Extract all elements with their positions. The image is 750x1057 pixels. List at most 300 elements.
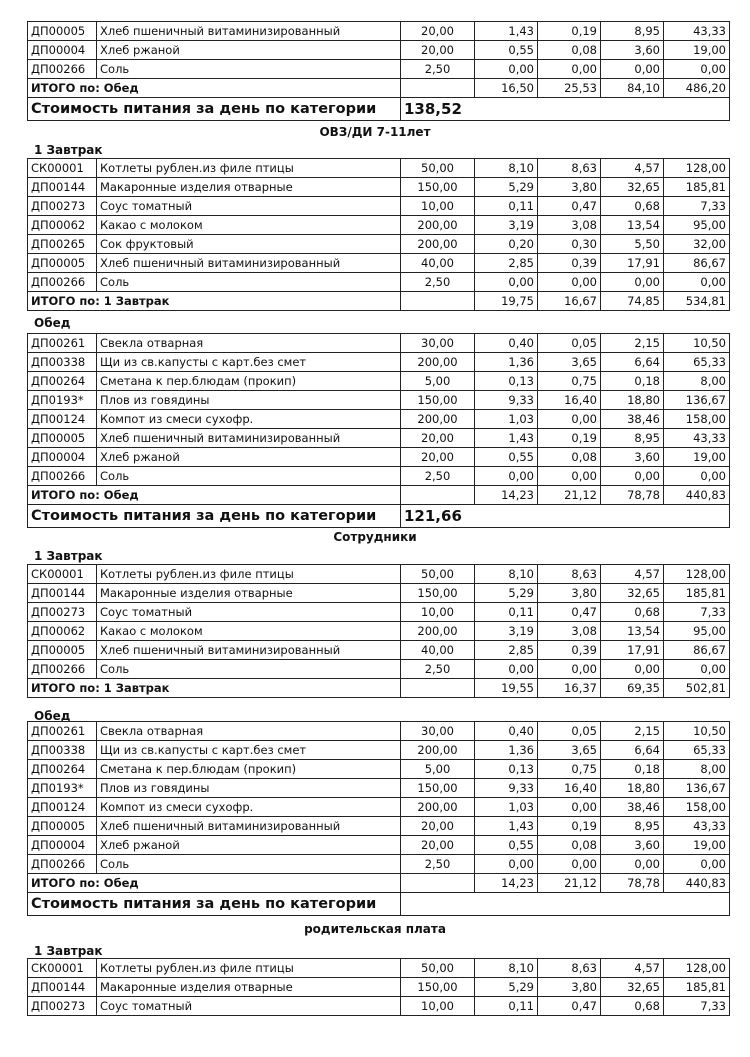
cell-carbs: 38,46 <box>601 410 664 429</box>
cell-fat: 0,19 <box>538 429 601 448</box>
cell-code: ДП00124 <box>28 798 97 817</box>
cell-code: ДП00273 <box>28 603 97 622</box>
cell-code: ДП00338 <box>28 741 97 760</box>
table-row <box>28 622 730 641</box>
cell-weight: 10,00 <box>401 197 475 216</box>
cell-code: ДП0193* <box>28 391 97 410</box>
total-weight-empty <box>401 679 475 698</box>
cell-fat: 0,00 <box>538 410 601 429</box>
cell-weight: 2,50 <box>401 855 475 874</box>
cell-fat: 0,19 <box>538 22 601 41</box>
cell-fat: 3,80 <box>538 584 601 603</box>
cell-fat: 3,80 <box>538 978 601 997</box>
total-carbs: 69,35 <box>601 679 664 698</box>
table-row <box>28 603 730 622</box>
cell-carbs: 3,60 <box>601 836 664 855</box>
total-protein: 14,23 <box>475 874 538 893</box>
cell-weight: 5,00 <box>401 760 475 779</box>
cell-name: Макаронные изделия отварные <box>97 978 401 997</box>
total-carbs: 78,78 <box>601 486 664 505</box>
cell-carbs: 13,54 <box>601 216 664 235</box>
cell-kcal: 185,81 <box>664 178 730 197</box>
cell-name: Сметана к пер.блюдам (прокип) <box>97 372 401 391</box>
cell-code: ДП00005 <box>28 817 97 836</box>
total-protein: 14,23 <box>475 486 538 505</box>
cell-protein: 1,43 <box>475 429 538 448</box>
cell-name: Соль <box>97 273 401 292</box>
cell-kcal: 65,33 <box>664 741 730 760</box>
cell-fat: 0,00 <box>538 798 601 817</box>
table-row <box>28 178 730 197</box>
cell-fat: 3,65 <box>538 353 601 372</box>
cell-weight: 200,00 <box>401 798 475 817</box>
total-protein: 16,50 <box>475 79 538 98</box>
cell-weight: 2,50 <box>401 60 475 79</box>
cell-weight: 40,00 <box>401 641 475 660</box>
cell-protein: 3,19 <box>475 216 538 235</box>
cell-kcal: 7,33 <box>664 997 730 1016</box>
cell-fat: 0,00 <box>538 660 601 679</box>
cell-protein: 8,10 <box>475 959 538 978</box>
cell-code: ДП00266 <box>28 60 97 79</box>
cell-protein: 0,11 <box>475 197 538 216</box>
cell-protein: 0,40 <box>475 334 538 353</box>
meal-heading: 1 Завтрак <box>34 143 103 157</box>
meal-heading: 1 Завтрак <box>34 944 103 958</box>
cell-protein: 1,36 <box>475 353 538 372</box>
cell-kcal: 7,33 <box>664 197 730 216</box>
total-kcal: 440,83 <box>664 486 730 505</box>
cell-protein: 0,00 <box>475 660 538 679</box>
cell-carbs: 32,65 <box>601 584 664 603</box>
cell-carbs: 2,15 <box>601 722 664 741</box>
cell-protein: 1,43 <box>475 22 538 41</box>
cell-name: Соус томатный <box>97 997 401 1016</box>
cell-kcal: 32,00 <box>664 235 730 254</box>
cell-fat: 0,08 <box>538 448 601 467</box>
table-row <box>28 159 730 178</box>
table-row <box>28 855 730 874</box>
cell-carbs: 0,00 <box>601 855 664 874</box>
cell-weight: 200,00 <box>401 622 475 641</box>
cell-name: Соль <box>97 60 401 79</box>
total-row <box>28 679 730 698</box>
cell-code: ДП00005 <box>28 22 97 41</box>
cell-code: ДП00004 <box>28 836 97 855</box>
total-fat: 25,53 <box>538 79 601 98</box>
cell-kcal: 8,00 <box>664 372 730 391</box>
cell-fat: 0,75 <box>538 760 601 779</box>
cost-value: 121,66 <box>401 505 730 528</box>
cell-name: Какао с молоком <box>97 216 401 235</box>
cell-kcal: 43,33 <box>664 429 730 448</box>
table-breakfast <box>27 564 730 698</box>
cell-protein: 0,11 <box>475 997 538 1016</box>
cell-protein: 9,33 <box>475 779 538 798</box>
table-lunch <box>27 333 730 528</box>
cell-weight: 150,00 <box>401 779 475 798</box>
cell-code: СК00001 <box>28 959 97 978</box>
cell-code: ДП00266 <box>28 273 97 292</box>
cell-protein: 1,43 <box>475 817 538 836</box>
total-fat: 16,37 <box>538 679 601 698</box>
cell-fat: 0,00 <box>538 467 601 486</box>
cell-carbs: 17,91 <box>601 641 664 660</box>
cell-kcal: 19,00 <box>664 836 730 855</box>
cell-name: Сметана к пер.блюдам (прокип) <box>97 760 401 779</box>
cell-carbs: 4,57 <box>601 565 664 584</box>
cell-carbs: 5,50 <box>601 235 664 254</box>
cell-name: Котлеты рублен.из филе птицы <box>97 159 401 178</box>
table-prev-lunch <box>27 21 730 121</box>
cost-value <box>401 893 730 916</box>
table-row <box>28 197 730 216</box>
cell-carbs: 32,65 <box>601 978 664 997</box>
cell-protein: 9,33 <box>475 391 538 410</box>
cell-carbs: 0,00 <box>601 467 664 486</box>
cell-kcal: 95,00 <box>664 216 730 235</box>
total-kcal: 486,20 <box>664 79 730 98</box>
cell-fat: 3,08 <box>538 216 601 235</box>
table-row <box>28 273 730 292</box>
cell-kcal: 0,00 <box>664 855 730 874</box>
cell-weight: 200,00 <box>401 741 475 760</box>
cell-name: Щи из св.капусты с карт.без смет <box>97 353 401 372</box>
cell-fat: 0,47 <box>538 997 601 1016</box>
cell-code: СК00001 <box>28 159 97 178</box>
cell-code: ДП00004 <box>28 41 97 60</box>
cell-carbs: 0,18 <box>601 760 664 779</box>
cell-kcal: 43,33 <box>664 817 730 836</box>
cell-protein: 3,19 <box>475 622 538 641</box>
cell-carbs: 38,46 <box>601 798 664 817</box>
cell-fat: 0,08 <box>538 836 601 855</box>
cell-weight: 50,00 <box>401 959 475 978</box>
cell-weight: 50,00 <box>401 565 475 584</box>
cell-name: Хлеб ржаной <box>97 836 401 855</box>
cell-fat: 0,08 <box>538 41 601 60</box>
cell-weight: 150,00 <box>401 584 475 603</box>
cell-carbs: 18,80 <box>601 391 664 410</box>
cell-protein: 1,36 <box>475 741 538 760</box>
cell-fat: 0,75 <box>538 372 601 391</box>
cell-code: ДП00261 <box>28 334 97 353</box>
cell-name: Котлеты рублен.из филе птицы <box>97 959 401 978</box>
cell-kcal: 95,00 <box>664 622 730 641</box>
cell-code: ДП00062 <box>28 622 97 641</box>
cell-protein: 0,55 <box>475 41 538 60</box>
cell-fat: 3,80 <box>538 178 601 197</box>
cell-fat: 0,39 <box>538 254 601 273</box>
cell-carbs: 0,68 <box>601 197 664 216</box>
table-row <box>28 817 730 836</box>
table-row <box>28 410 730 429</box>
meal-heading: 1 Завтрак <box>34 549 103 563</box>
meal-heading: Обед <box>34 316 71 330</box>
cell-code: ДП00264 <box>28 372 97 391</box>
cell-fat: 0,47 <box>538 197 601 216</box>
cell-kcal: 19,00 <box>664 41 730 60</box>
cell-fat: 8,63 <box>538 159 601 178</box>
cell-carbs: 32,65 <box>601 178 664 197</box>
cell-code: ДП00062 <box>28 216 97 235</box>
category-heading: ОВЗ/ДИ 7-11лет <box>319 125 431 139</box>
cell-kcal: 136,67 <box>664 779 730 798</box>
cell-weight: 2,50 <box>401 273 475 292</box>
cell-weight: 200,00 <box>401 216 475 235</box>
total-fat: 21,12 <box>538 874 601 893</box>
cell-name: Хлеб пшеничный витаминизированный <box>97 254 401 273</box>
total-kcal: 502,81 <box>664 679 730 698</box>
total-label: ИТОГО по: Обед <box>28 79 401 98</box>
cell-carbs: 2,15 <box>601 334 664 353</box>
cell-name: Плов из говядины <box>97 779 401 798</box>
cell-name: Макаронные изделия отварные <box>97 178 401 197</box>
table-row <box>28 741 730 760</box>
cell-code: СК00001 <box>28 565 97 584</box>
total-weight-empty <box>401 874 475 893</box>
cell-protein: 0,13 <box>475 760 538 779</box>
cell-carbs: 3,60 <box>601 448 664 467</box>
cell-carbs: 0,68 <box>601 603 664 622</box>
cell-protein: 0,55 <box>475 836 538 855</box>
total-weight-empty <box>401 486 475 505</box>
table-row <box>28 60 730 79</box>
cell-protein: 0,00 <box>475 273 538 292</box>
table-breakfast <box>27 158 730 311</box>
cell-weight: 30,00 <box>401 334 475 353</box>
cell-fat: 8,63 <box>538 565 601 584</box>
cell-fat: 3,65 <box>538 741 601 760</box>
cell-code: ДП00144 <box>28 178 97 197</box>
cell-weight: 20,00 <box>401 22 475 41</box>
total-label: ИТОГО по: 1 Завтрак <box>28 292 401 311</box>
cell-carbs: 8,95 <box>601 22 664 41</box>
cell-kcal: 185,81 <box>664 584 730 603</box>
total-weight-empty <box>401 79 475 98</box>
total-kcal: 534,81 <box>664 292 730 311</box>
total-fat: 16,67 <box>538 292 601 311</box>
cell-kcal: 19,00 <box>664 448 730 467</box>
cell-code: ДП0193* <box>28 779 97 798</box>
cell-name: Соус томатный <box>97 603 401 622</box>
cell-name: Соль <box>97 855 401 874</box>
cell-name: Хлеб пшеничный витаминизированный <box>97 641 401 660</box>
cell-fat: 0,19 <box>538 817 601 836</box>
cell-code: ДП00266 <box>28 855 97 874</box>
cell-name: Компот из смеси сухофр. <box>97 798 401 817</box>
cell-protein: 5,29 <box>475 178 538 197</box>
cell-fat: 0,00 <box>538 855 601 874</box>
cell-protein: 0,00 <box>475 855 538 874</box>
cell-fat: 0,00 <box>538 273 601 292</box>
cell-kcal: 10,50 <box>664 334 730 353</box>
table-row <box>28 372 730 391</box>
total-label: ИТОГО по: Обед <box>28 486 401 505</box>
total-carbs: 74,85 <box>601 292 664 311</box>
cell-fat: 0,30 <box>538 235 601 254</box>
table-row <box>28 235 730 254</box>
total-protein: 19,75 <box>475 292 538 311</box>
cell-weight: 200,00 <box>401 410 475 429</box>
cell-weight: 150,00 <box>401 978 475 997</box>
cell-code: ДП00266 <box>28 660 97 679</box>
cell-carbs: 6,64 <box>601 353 664 372</box>
cell-name: Котлеты рублен.из филе птицы <box>97 565 401 584</box>
cell-name: Соль <box>97 660 401 679</box>
cell-code: ДП00124 <box>28 410 97 429</box>
table-row <box>28 565 730 584</box>
cell-name: Плов из говядины <box>97 391 401 410</box>
cell-protein: 0,00 <box>475 467 538 486</box>
cell-kcal: 86,67 <box>664 641 730 660</box>
cell-name: Хлеб пшеничный витаминизированный <box>97 429 401 448</box>
total-row <box>28 292 730 311</box>
cell-carbs: 0,00 <box>601 60 664 79</box>
cell-fat: 16,40 <box>538 779 601 798</box>
cell-fat: 0,05 <box>538 722 601 741</box>
cell-kcal: 10,50 <box>664 722 730 741</box>
cell-kcal: 0,00 <box>664 660 730 679</box>
cell-code: ДП00264 <box>28 760 97 779</box>
cell-fat: 8,63 <box>538 959 601 978</box>
cell-code: ДП00004 <box>28 448 97 467</box>
total-row <box>28 486 730 505</box>
cell-name: Хлеб ржаной <box>97 41 401 60</box>
cell-carbs: 13,54 <box>601 622 664 641</box>
cell-protein: 1,03 <box>475 798 538 817</box>
cell-carbs: 3,60 <box>601 41 664 60</box>
cell-name: Хлеб ржаной <box>97 448 401 467</box>
cell-name: Сок фруктовый <box>97 235 401 254</box>
meal-heading: Обед <box>34 709 71 723</box>
cell-protein: 8,10 <box>475 159 538 178</box>
table-row <box>28 722 730 741</box>
cell-kcal: 7,33 <box>664 603 730 622</box>
total-carbs: 84,10 <box>601 79 664 98</box>
cell-code: ДП00144 <box>28 978 97 997</box>
cell-name: Какао с молоком <box>97 622 401 641</box>
cost-row <box>28 893 730 916</box>
cell-kcal: 158,00 <box>664 798 730 817</box>
table-row <box>28 334 730 353</box>
table-row <box>28 429 730 448</box>
cell-kcal: 0,00 <box>664 273 730 292</box>
cell-weight: 20,00 <box>401 817 475 836</box>
cell-carbs: 4,57 <box>601 959 664 978</box>
cell-protein: 1,03 <box>475 410 538 429</box>
cell-kcal: 136,67 <box>664 391 730 410</box>
total-carbs: 78,78 <box>601 874 664 893</box>
cell-protein: 0,40 <box>475 722 538 741</box>
total-fat: 21,12 <box>538 486 601 505</box>
total-row <box>28 874 730 893</box>
total-kcal: 440,83 <box>664 874 730 893</box>
cell-name: Щи из св.капусты с карт.без смет <box>97 741 401 760</box>
table-row <box>28 448 730 467</box>
cell-kcal: 8,00 <box>664 760 730 779</box>
total-protein: 19,55 <box>475 679 538 698</box>
cell-protein: 8,10 <box>475 565 538 584</box>
cell-protein: 2,85 <box>475 641 538 660</box>
cell-name: Соус томатный <box>97 197 401 216</box>
cell-name: Хлеб пшеничный витаминизированный <box>97 817 401 836</box>
cell-code: ДП00261 <box>28 722 97 741</box>
cell-kcal: 43,33 <box>664 22 730 41</box>
total-row <box>28 79 730 98</box>
cell-protein: 0,20 <box>475 235 538 254</box>
cell-protein: 5,29 <box>475 584 538 603</box>
cell-weight: 20,00 <box>401 836 475 855</box>
table-row <box>28 660 730 679</box>
cell-fat: 0,39 <box>538 641 601 660</box>
cell-weight: 20,00 <box>401 448 475 467</box>
table-row <box>28 760 730 779</box>
cell-weight: 20,00 <box>401 41 475 60</box>
table-row <box>28 959 730 978</box>
cell-code: ДП00273 <box>28 197 97 216</box>
cell-carbs: 0,18 <box>601 372 664 391</box>
cell-kcal: 86,67 <box>664 254 730 273</box>
table-row <box>28 467 730 486</box>
table-lunch <box>27 721 730 916</box>
cell-code: ДП00005 <box>28 429 97 448</box>
cell-code: ДП00005 <box>28 254 97 273</box>
total-label: ИТОГО по: Обед <box>28 874 401 893</box>
table-row <box>28 779 730 798</box>
table-row <box>28 997 730 1016</box>
cell-code: ДП00144 <box>28 584 97 603</box>
table-row <box>28 22 730 41</box>
cell-code: ДП00266 <box>28 467 97 486</box>
cell-kcal: 128,00 <box>664 565 730 584</box>
cell-carbs: 4,57 <box>601 159 664 178</box>
cell-kcal: 185,81 <box>664 978 730 997</box>
cell-weight: 2,50 <box>401 660 475 679</box>
cell-name: Свекла отварная <box>97 722 401 741</box>
total-weight-empty <box>401 292 475 311</box>
cell-weight: 50,00 <box>401 159 475 178</box>
cell-protein: 5,29 <box>475 978 538 997</box>
category-heading: Сотрудники <box>333 530 417 544</box>
total-label: ИТОГО по: 1 Завтрак <box>28 679 401 698</box>
cell-protein: 0,13 <box>475 372 538 391</box>
cell-name: Свекла отварная <box>97 334 401 353</box>
cell-code: ДП00265 <box>28 235 97 254</box>
cell-fat: 0,00 <box>538 60 601 79</box>
cell-carbs: 18,80 <box>601 779 664 798</box>
cost-row <box>28 98 730 121</box>
cell-kcal: 0,00 <box>664 467 730 486</box>
table-row <box>28 798 730 817</box>
cell-kcal: 128,00 <box>664 959 730 978</box>
cell-weight: 30,00 <box>401 722 475 741</box>
table-row <box>28 353 730 372</box>
table-row <box>28 216 730 235</box>
cell-protein: 0,00 <box>475 60 538 79</box>
cost-row <box>28 505 730 528</box>
table-row <box>28 584 730 603</box>
cell-weight: 200,00 <box>401 235 475 254</box>
cell-name: Хлеб пшеничный витаминизированный <box>97 22 401 41</box>
table-row <box>28 836 730 855</box>
table-row <box>28 391 730 410</box>
cell-protein: 0,55 <box>475 448 538 467</box>
cell-weight: 200,00 <box>401 353 475 372</box>
table-row <box>28 254 730 273</box>
cell-carbs: 6,64 <box>601 741 664 760</box>
cell-carbs: 17,91 <box>601 254 664 273</box>
